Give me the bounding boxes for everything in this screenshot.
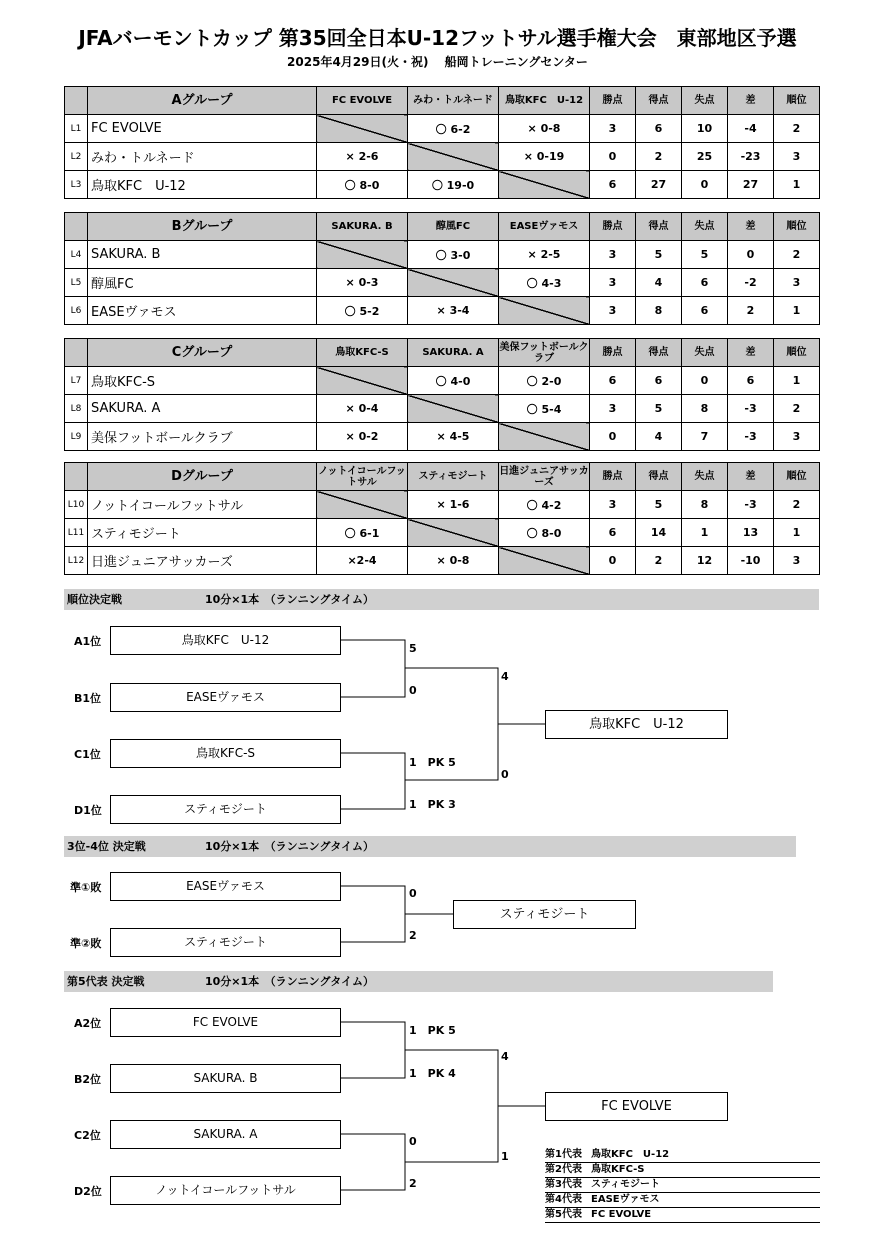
stat-value: -4	[728, 115, 774, 143]
stat-value: 6	[682, 269, 728, 297]
representative-row	[545, 1208, 820, 1223]
opponent-header: スティモジート	[408, 463, 499, 491]
stat-value: 3	[590, 115, 636, 143]
match-result: 〇 6-2	[408, 115, 499, 143]
representatives-list	[545, 1148, 820, 1223]
fifth-slot-team: ノットイコールフットサル	[110, 1176, 341, 1205]
stat-value: 4	[636, 423, 682, 451]
stat-value: 12	[682, 547, 728, 575]
stat-header: 失点	[682, 87, 728, 115]
rep-team: スティモジート	[591, 1179, 660, 1190]
stat-value: 0	[590, 423, 636, 451]
fifth-final-score: 1	[501, 1150, 509, 1163]
match-result: ×2-4	[317, 547, 408, 575]
fifth-slot-team: SAKURA. A	[110, 1120, 341, 1149]
match-result: 〇 8-0	[317, 171, 408, 199]
team-name: 鳥取KFC U-12	[88, 171, 317, 199]
match-result: 〇 5-4	[499, 395, 590, 423]
match-result: 〇 3-0	[408, 241, 499, 269]
row-number: L10	[65, 491, 88, 519]
representative-row	[545, 1193, 820, 1208]
match-result: × 0-4	[317, 395, 408, 423]
row-number: L1	[65, 115, 88, 143]
third-slot-label: 準②敗	[70, 937, 102, 950]
representative-row	[545, 1163, 820, 1178]
rep-rank: 第1代表	[545, 1149, 582, 1160]
stat-value: 0	[682, 367, 728, 395]
stat-value: -2	[728, 269, 774, 297]
third-final-title: 3位-4位 決定戦	[67, 840, 146, 853]
event-date-venue: 2025年4月29日(火・祝) 船岡トレーニングセンター	[287, 55, 588, 69]
stat-header: 勝点	[590, 463, 636, 491]
stat-value: 7	[682, 423, 728, 451]
group-name: Cグループ	[88, 339, 317, 367]
rank-score: 1 PK 3	[409, 798, 456, 811]
opponent-header: 鳥取KFC U-12	[499, 87, 590, 115]
fifth-score: 0	[409, 1135, 417, 1148]
opponent-header: SAKURA. B	[317, 213, 408, 241]
match-result: 〇 8-0	[499, 519, 590, 547]
stat-value: -10	[728, 547, 774, 575]
stat-value: 27	[636, 171, 682, 199]
stat-value: 13	[728, 519, 774, 547]
third-final-winner: スティモジート	[453, 900, 636, 929]
stat-value: 27	[728, 171, 774, 199]
stat-value: 5	[636, 491, 682, 519]
rep-team: 鳥取KFC U-12	[591, 1149, 670, 1160]
stat-value: 2	[774, 491, 820, 519]
stat-value: 3	[590, 241, 636, 269]
opponent-header: みわ・トルネード	[408, 87, 499, 115]
stat-value: 3	[590, 297, 636, 325]
stat-value: 8	[682, 491, 728, 519]
stat-header: 勝点	[590, 339, 636, 367]
team-name: FC EVOLVE	[88, 115, 317, 143]
group-name: Bグループ	[88, 213, 317, 241]
match-result: × 1-6	[408, 491, 499, 519]
match-result: 〇 4-2	[499, 491, 590, 519]
stat-value: 6	[590, 367, 636, 395]
stat-header: 差	[728, 463, 774, 491]
match-result: × 3-4	[408, 297, 499, 325]
rep-team: FC EVOLVE	[591, 1209, 652, 1220]
opponent-header: ノットイコールフットサル	[317, 463, 408, 491]
row-number: L6	[65, 297, 88, 325]
row-number: L4	[65, 241, 88, 269]
stat-value: -23	[728, 143, 774, 171]
stat-value: 1	[774, 519, 820, 547]
stat-value: 6	[728, 367, 774, 395]
fifth-final-score: 4	[501, 1050, 509, 1063]
stat-value: 6	[590, 171, 636, 199]
rank-slot-team: スティモジート	[110, 795, 341, 824]
rank-final-format: 10分×1本 （ランニングタイム）	[205, 593, 375, 606]
stat-header: 勝点	[590, 87, 636, 115]
stat-header: 勝点	[590, 213, 636, 241]
rank-score: 0	[409, 684, 417, 697]
page-title: JFAバーモントカップ 第35回全日本U-12フットサル選手権大会 東部地区予選	[78, 26, 797, 50]
stat-value: 0	[590, 143, 636, 171]
opponent-header: 醇風FC	[408, 213, 499, 241]
third-final-format: 10分×1本 （ランニングタイム）	[205, 840, 375, 853]
stat-value: 5	[636, 241, 682, 269]
match-result: 〇 19-0	[408, 171, 499, 199]
stat-value: 3	[590, 269, 636, 297]
stat-value: 3	[774, 423, 820, 451]
stat-value: 2	[774, 241, 820, 269]
fifth-slot-label: D2位	[74, 1185, 102, 1198]
fifth-score: 1 PK 5	[409, 1024, 456, 1037]
stat-header: 順位	[774, 213, 820, 241]
stat-value: 2	[728, 297, 774, 325]
stat-header: 得点	[636, 87, 682, 115]
stat-value: 25	[682, 143, 728, 171]
stat-value: 14	[636, 519, 682, 547]
rank-slot-team: 鳥取KFC-S	[110, 739, 341, 768]
team-name: スティモジート	[88, 519, 317, 547]
stat-value: 1	[774, 171, 820, 199]
rank-slot-label: B1位	[74, 692, 102, 705]
rank-final-score: 0	[501, 768, 509, 781]
stat-header: 得点	[636, 213, 682, 241]
representative-row	[545, 1148, 820, 1163]
stat-value: 3	[774, 269, 820, 297]
stat-header: 失点	[682, 213, 728, 241]
match-result: 〇 4-3	[499, 269, 590, 297]
rep-rank: 第3代表	[545, 1179, 582, 1190]
rep-rank: 第5代表	[545, 1209, 582, 1220]
third-slot-label: 準①敗	[70, 881, 102, 894]
stat-value: 5	[682, 241, 728, 269]
rep-rank: 第4代表	[545, 1194, 582, 1205]
stat-header: 順位	[774, 87, 820, 115]
stat-value: 3	[590, 491, 636, 519]
stat-value: 1	[682, 519, 728, 547]
match-result: 〇 6-1	[317, 519, 408, 547]
team-name: 日進ジュニアサッカーズ	[88, 547, 317, 575]
rank-slot-team: EASEヴァモス	[110, 683, 341, 712]
team-name: 美保フットボールクラブ	[88, 423, 317, 451]
match-result: × 2-5	[499, 241, 590, 269]
stat-value: 2	[774, 395, 820, 423]
stat-header: 順位	[774, 463, 820, 491]
fifth-final-title: 第5代表 決定戦	[67, 975, 145, 988]
stat-value: -3	[728, 423, 774, 451]
fifth-slot-team: SAKURA. B	[110, 1064, 341, 1093]
stat-value: 8	[682, 395, 728, 423]
match-result: × 0-19	[499, 143, 590, 171]
opponent-header: EASEヴァモス	[499, 213, 590, 241]
stat-value: 0	[590, 547, 636, 575]
stat-header: 得点	[636, 463, 682, 491]
stat-value: 1	[774, 367, 820, 395]
rank-score: 5	[409, 642, 417, 655]
stat-header: 失点	[682, 339, 728, 367]
team-name: みわ・トルネード	[88, 143, 317, 171]
stat-value: 6	[636, 115, 682, 143]
opponent-header: 鳥取KFC-S	[317, 339, 408, 367]
opponent-header: SAKURA. A	[408, 339, 499, 367]
rank-slot-label: A1位	[74, 635, 102, 648]
stat-header: 差	[728, 87, 774, 115]
match-result: 〇 4-0	[408, 367, 499, 395]
rank-slot-label: D1位	[74, 804, 102, 817]
stat-value: 5	[636, 395, 682, 423]
fifth-slot-team: FC EVOLVE	[110, 1008, 341, 1037]
match-result: × 0-8	[408, 547, 499, 575]
row-number: L3	[65, 171, 88, 199]
stat-value: -3	[728, 491, 774, 519]
stat-value: 2	[774, 115, 820, 143]
match-result: × 0-3	[317, 269, 408, 297]
row-number: L7	[65, 367, 88, 395]
match-result: 〇 5-2	[317, 297, 408, 325]
team-name: SAKURA. A	[88, 395, 317, 423]
row-number: L5	[65, 269, 88, 297]
match-result: × 4-5	[408, 423, 499, 451]
rank-slot-label: C1位	[74, 748, 101, 761]
rep-team: EASEヴァモス	[591, 1194, 660, 1205]
representative-row	[545, 1178, 820, 1193]
stat-value: 8	[636, 297, 682, 325]
stat-header: 得点	[636, 339, 682, 367]
stat-header: 差	[728, 339, 774, 367]
third-score: 0	[409, 887, 417, 900]
fifth-final-format: 10分×1本 （ランニングタイム）	[205, 975, 375, 988]
stat-value: 6	[590, 519, 636, 547]
stat-value: 0	[728, 241, 774, 269]
opponent-header: FC EVOLVE	[317, 87, 408, 115]
stat-header: 失点	[682, 463, 728, 491]
stat-value: 0	[682, 171, 728, 199]
opponent-header: 美保フットボールクラブ	[499, 339, 590, 367]
fifth-slot-label: B2位	[74, 1073, 102, 1086]
match-result: × 0-8	[499, 115, 590, 143]
rank-final-winner: 鳥取KFC U-12	[545, 710, 728, 739]
stat-value: 2	[636, 547, 682, 575]
rank-score: 1 PK 5	[409, 756, 456, 769]
match-result: 〇 2-0	[499, 367, 590, 395]
rank-slot-team: 鳥取KFC U-12	[110, 626, 341, 655]
row-number: L12	[65, 547, 88, 575]
group-name: Aグループ	[88, 87, 317, 115]
team-name: ノットイコールフットサル	[88, 491, 317, 519]
team-name: SAKURA. B	[88, 241, 317, 269]
row-number: L2	[65, 143, 88, 171]
stat-value: 6	[682, 297, 728, 325]
fifth-score: 2	[409, 1177, 417, 1190]
row-number: L9	[65, 423, 88, 451]
stat-header: 順位	[774, 339, 820, 367]
stat-value: 6	[636, 367, 682, 395]
stat-value: 3	[774, 547, 820, 575]
fifth-final-winner: FC EVOLVE	[545, 1092, 728, 1121]
rank-final-title: 順位決定戦	[67, 593, 122, 606]
fifth-score: 1 PK 4	[409, 1067, 456, 1080]
rep-rank: 第2代表	[545, 1164, 582, 1175]
rep-team: 鳥取KFC-S	[591, 1164, 645, 1175]
team-name: 鳥取KFC-S	[88, 367, 317, 395]
stat-value: 4	[636, 269, 682, 297]
match-result: × 2-6	[317, 143, 408, 171]
third-slot-team: EASEヴァモス	[110, 872, 341, 901]
team-name: EASEヴァモス	[88, 297, 317, 325]
group-name: Dグループ	[88, 463, 317, 491]
match-result: × 0-2	[317, 423, 408, 451]
third-score: 2	[409, 929, 417, 942]
team-name: 醇風FC	[88, 269, 317, 297]
third-slot-team: スティモジート	[110, 928, 341, 957]
stat-header: 差	[728, 213, 774, 241]
fifth-slot-label: A2位	[74, 1017, 102, 1030]
opponent-header: 日進ジュニアサッカーズ	[499, 463, 590, 491]
stat-value: 10	[682, 115, 728, 143]
row-number: L11	[65, 519, 88, 547]
stat-value: 3	[774, 143, 820, 171]
row-number: L8	[65, 395, 88, 423]
stat-value: 3	[590, 395, 636, 423]
fifth-slot-label: C2位	[74, 1129, 101, 1142]
stat-value: -3	[728, 395, 774, 423]
stat-value: 2	[636, 143, 682, 171]
stat-value: 1	[774, 297, 820, 325]
rank-final-score: 4	[501, 670, 509, 683]
